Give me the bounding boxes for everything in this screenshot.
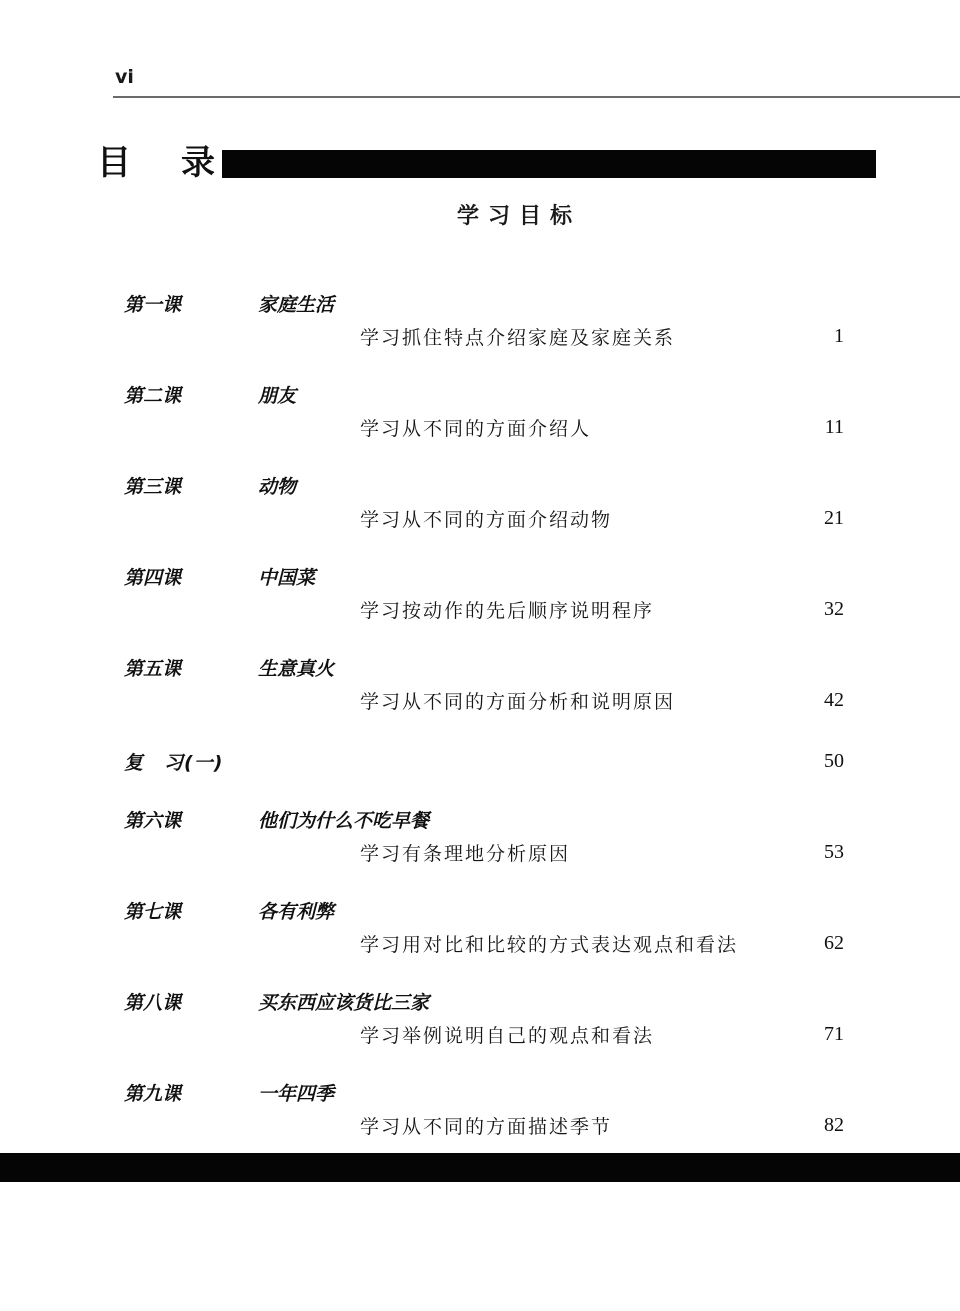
column-heading: 学习目标 — [457, 204, 582, 229]
lesson-objective: 学习用对比和比较的方式表达观点和看法 — [360, 934, 739, 956]
lesson-number: 第一课 — [124, 294, 182, 316]
review-label[interactable] — [124, 748, 223, 775]
review-label-b: 习(一) — [164, 752, 224, 774]
page-reference[interactable]: 11 — [824, 416, 844, 438]
lesson-number: 第九课 — [124, 1083, 182, 1105]
lesson-number: 第三课 — [124, 476, 182, 498]
lesson-number: 第七课 — [124, 901, 182, 923]
lesson-title[interactable]: 买东西应该货比三家 — [258, 992, 430, 1014]
toc-title-char-2: 录 — [181, 143, 215, 183]
lesson-number: 第八课 — [124, 992, 182, 1014]
lesson-objective: 学习从不同的方面分析和说明原因 — [360, 691, 676, 713]
lesson-title[interactable]: 中国菜 — [258, 567, 316, 589]
bottom-bar — [0, 1153, 960, 1182]
header-rule — [113, 96, 960, 98]
lesson-title[interactable]: 他们为什么不吃早餐 — [258, 810, 430, 832]
toc-title — [97, 143, 215, 183]
lesson-title[interactable]: 朋友 — [258, 385, 297, 407]
lesson-number: 第五课 — [124, 658, 182, 680]
lesson-objective: 学习从不同的方面介绍人 — [360, 418, 592, 440]
lesson-number: 第六课 — [124, 810, 182, 832]
lesson-number: 第四课 — [124, 567, 182, 589]
lesson-objective: 学习抓住特点介绍家庭及家庭关系 — [360, 327, 676, 349]
lesson-title[interactable]: 动物 — [258, 476, 297, 498]
lesson-objective: 学习举例说明自己的观点和看法 — [360, 1025, 655, 1047]
page-reference[interactable]: 71 — [824, 1023, 844, 1045]
page-reference[interactable]: 42 — [824, 689, 844, 711]
lesson-title[interactable]: 生意真火 — [258, 658, 335, 680]
lesson-title[interactable]: 一年四季 — [258, 1083, 335, 1105]
lesson-objective: 学习有条理地分析原因 — [360, 843, 571, 865]
lesson-title[interactable]: 各有利弊 — [258, 901, 335, 923]
page-reference[interactable]: 1 — [834, 325, 844, 347]
review-label-a: 复 — [124, 752, 145, 774]
page-reference[interactable]: 32 — [824, 598, 844, 620]
page-reference[interactable]: 62 — [824, 932, 844, 954]
page-reference[interactable]: 53 — [824, 841, 844, 863]
page-number: vi — [115, 66, 134, 88]
lesson-number: 第二课 — [124, 385, 182, 407]
page-reference[interactable]: 21 — [824, 507, 844, 529]
lesson-objective: 学习从不同的方面介绍动物 — [360, 509, 613, 531]
lesson-objective: 学习从不同的方面描述季节 — [360, 1116, 613, 1138]
toc-title-char-1: 目 — [97, 143, 131, 183]
lesson-objective: 学习按动作的先后顺序说明程序 — [360, 600, 655, 622]
lesson-title[interactable]: 家庭生活 — [258, 294, 335, 316]
title-bar — [222, 150, 876, 178]
page-reference[interactable]: 50 — [824, 750, 844, 772]
page-reference[interactable]: 82 — [824, 1114, 844, 1136]
